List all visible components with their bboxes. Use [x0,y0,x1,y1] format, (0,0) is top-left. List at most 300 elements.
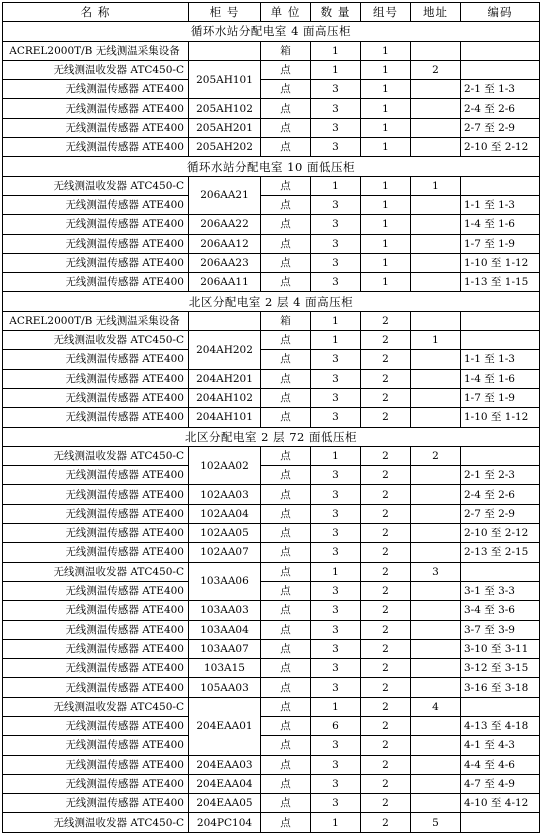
cell-address [411,195,461,214]
cell-quantity: 3 [311,118,361,137]
cell-unit: 点 [261,118,311,137]
cell-name: 无线测温传感器 ATE400 [3,388,189,407]
cell-quantity: 3 [311,485,361,504]
cell-name: 无线测温传感器 ATE400 [3,620,189,639]
cell-address [411,41,461,60]
cell-group: 2 [361,543,411,562]
cell-unit: 点 [261,350,311,369]
table-row [3,80,540,99]
cell-address [411,659,461,678]
cell-unit: 点 [261,80,311,99]
cell-unit: 点 [261,639,311,658]
cell-quantity: 3 [311,678,361,697]
table-row [3,601,540,620]
cell-name: 无线测温传感器 ATE400 [3,601,189,620]
cell-name: 无线测温收发器 ATC450-C [3,60,189,79]
cell-group: 2 [361,774,411,793]
cell-quantity: 6 [311,716,361,735]
header-address: 地址 [411,3,461,22]
cell-quantity: 3 [311,253,361,272]
table-row [3,331,540,350]
cell-name: 无线测温传感器 ATE400 [3,80,189,99]
cell-code [461,697,540,716]
cell-quantity: 3 [311,466,361,485]
cell-group: 1 [361,273,411,292]
cell-code: 2-10 至 2-12 [461,138,540,157]
table-row [3,195,540,214]
cell-address [411,755,461,774]
cell-name: 无线测温收发器 ATC450-C [3,446,189,465]
cell-address: 1 [411,176,461,195]
cell-unit: 点 [261,659,311,678]
cell-name: 无线测温传感器 ATE400 [3,659,189,678]
cell-address [411,485,461,504]
cell-quantity: 1 [311,813,361,832]
cell-unit: 点 [261,446,311,465]
cell-unit: 点 [261,253,311,272]
section-title: 北区分配电室 2 层 4 面高压柜 [3,292,540,311]
table-row [3,562,540,581]
cell-group: 1 [361,176,411,195]
cell-unit: 点 [261,524,311,543]
cell-cabinet: 205AH202 [189,138,261,157]
cell-address [411,716,461,735]
cell-name: 无线测温传感器 ATE400 [3,138,189,157]
equipment-table [2,2,540,833]
cell-cabinet: 204AH201 [189,369,261,388]
table-row [3,813,540,832]
cell-group: 1 [361,234,411,253]
cell-address [411,774,461,793]
table-row [3,311,540,330]
cell-cabinet: 103AA06 [189,562,261,601]
cell-name: 无线测温传感器 ATE400 [3,485,189,504]
cell-unit: 点 [261,99,311,118]
section-header-row [3,157,540,176]
table-row [3,118,540,137]
cell-group: 1 [361,118,411,137]
cell-quantity: 1 [311,446,361,465]
cell-code: 4-13 至 4-18 [461,716,540,735]
table-row [3,581,540,600]
cell-quantity: 3 [311,234,361,253]
cell-address [411,138,461,157]
cell-unit: 点 [261,755,311,774]
cell-name: 无线测温传感器 ATE400 [3,736,189,755]
table-row [3,639,540,658]
header-row [3,3,540,22]
cell-address: 4 [411,697,461,716]
cell-group: 1 [361,138,411,157]
cell-cabinet: 102AA04 [189,504,261,523]
cell-quantity: 3 [311,581,361,600]
cell-code: 3-10 至 3-11 [461,639,540,658]
cell-unit: 点 [261,774,311,793]
cell-cabinet [189,311,261,330]
cell-address [411,543,461,562]
cell-code: 1-7 至 1-9 [461,234,540,253]
table-row [3,369,540,388]
table-row [3,466,540,485]
cell-unit: 点 [261,736,311,755]
cell-cabinet: 204EAA01 [189,697,261,755]
cell-unit: 点 [261,408,311,427]
table-row [3,543,540,562]
cell-group: 2 [361,466,411,485]
cell-group: 2 [361,504,411,523]
section-title: 循环水站分配电室 10 面低压柜 [3,157,540,176]
cell-quantity: 1 [311,60,361,79]
header-quantity: 数 量 [311,3,361,22]
cell-quantity: 1 [311,176,361,195]
cell-group: 2 [361,813,411,832]
cell-code: 2-7 至 2-9 [461,504,540,523]
cell-group: 1 [361,80,411,99]
cell-cabinet: 102AA07 [189,543,261,562]
cell-quantity: 3 [311,99,361,118]
cell-unit: 箱 [261,41,311,60]
cell-group: 1 [361,99,411,118]
cell-address [411,311,461,330]
cell-group: 2 [361,697,411,716]
cell-code [461,41,540,60]
table-row [3,716,540,735]
cell-address [411,524,461,543]
section-title: 北区分配电室 2 层 72 面低压柜 [3,427,540,446]
cell-cabinet: 103AA03 [189,601,261,620]
cell-address [411,80,461,99]
cell-code [461,176,540,195]
cell-address [411,388,461,407]
cell-unit: 点 [261,331,311,350]
cell-cabinet: 102AA05 [189,524,261,543]
table-row [3,524,540,543]
cell-address [411,581,461,600]
cell-group: 2 [361,581,411,600]
cell-code: 1-10 至 1-12 [461,408,540,427]
cell-name: 无线测温传感器 ATE400 [3,678,189,697]
cell-address [411,234,461,253]
cell-name: 无线测温收发器 ATC450-C [3,813,189,832]
cell-group: 1 [361,60,411,79]
cell-cabinet: 204AH102 [189,388,261,407]
cell-cabinet: 204PC104 [189,813,261,832]
cell-group: 2 [361,524,411,543]
cell-name: 无线测温收发器 ATC450-C [3,176,189,195]
cell-code: 1-4 至 1-6 [461,369,540,388]
cell-cabinet: 204EAA04 [189,774,261,793]
cell-group: 2 [361,601,411,620]
table-row [3,408,540,427]
cell-quantity: 1 [311,697,361,716]
cell-name: 无线测温传感器 ATE400 [3,118,189,137]
cell-address [411,350,461,369]
table-row [3,234,540,253]
cell-unit: 点 [261,562,311,581]
cell-quantity: 3 [311,273,361,292]
cell-group: 1 [361,253,411,272]
cell-name: 无线测温传感器 ATE400 [3,253,189,272]
cell-cabinet: 102AA02 [189,446,261,485]
cell-group: 2 [361,408,411,427]
table-row [3,678,540,697]
cell-unit: 点 [261,813,311,832]
cell-quantity: 1 [311,331,361,350]
cell-quantity: 3 [311,369,361,388]
cell-unit: 点 [261,697,311,716]
cell-quantity: 3 [311,601,361,620]
cell-address: 5 [411,813,461,832]
cell-code: 2-4 至 2-6 [461,99,540,118]
cell-cabinet: 204AH202 [189,331,261,370]
cell-code: 4-7 至 4-9 [461,774,540,793]
table-row [3,504,540,523]
cell-unit: 点 [261,466,311,485]
cell-cabinet: 204AH101 [189,408,261,427]
cell-cabinet: 102AA03 [189,485,261,504]
cell-unit: 点 [261,195,311,214]
table-row [3,755,540,774]
table-row [3,60,540,79]
cell-name: 无线测温收发器 ATC450-C [3,331,189,350]
cell-cabinet: 205AH102 [189,99,261,118]
table-row [3,446,540,465]
cell-group: 1 [361,41,411,60]
cell-quantity: 3 [311,794,361,813]
table-row [3,350,540,369]
table-row [3,99,540,118]
cell-address [411,253,461,272]
cell-quantity: 3 [311,639,361,658]
cell-address [411,601,461,620]
cell-address [411,620,461,639]
cell-cabinet: 103AA04 [189,620,261,639]
table-body [3,22,540,832]
cell-address [411,408,461,427]
cell-quantity: 3 [311,620,361,639]
cell-cabinet [189,41,261,60]
section-header-row [3,292,540,311]
cell-name: 无线测温传感器 ATE400 [3,99,189,118]
cell-code: 1-13 至 1-15 [461,273,540,292]
cell-unit: 点 [261,273,311,292]
cell-group: 2 [361,716,411,735]
cell-name: 无线测温传感器 ATE400 [3,350,189,369]
cell-code: 2-10 至 2-12 [461,524,540,543]
cell-code: 4-10 至 4-12 [461,794,540,813]
cell-group: 2 [361,659,411,678]
cell-unit: 点 [261,138,311,157]
table-row [3,273,540,292]
cell-code: 3-1 至 3-3 [461,581,540,600]
cell-unit: 点 [261,601,311,620]
cell-quantity: 3 [311,215,361,234]
cell-unit: 点 [261,716,311,735]
cell-name: 无线测温传感器 ATE400 [3,195,189,214]
cell-code: 4-1 至 4-3 [461,736,540,755]
cell-address [411,118,461,137]
cell-group: 2 [361,639,411,658]
cell-address [411,504,461,523]
cell-unit: 箱 [261,311,311,330]
cell-group: 1 [361,195,411,214]
section-header-row [3,427,540,446]
cell-code: 2-1 至 1-3 [461,80,540,99]
table-row [3,41,540,60]
cell-group: 2 [361,562,411,581]
cell-group: 2 [361,369,411,388]
cell-cabinet: 204EAA03 [189,755,261,774]
cell-unit: 点 [261,388,311,407]
table-row [3,697,540,716]
cell-quantity: 1 [311,41,361,60]
cell-cabinet: 205AH201 [189,118,261,137]
cell-address: 3 [411,562,461,581]
cell-unit: 点 [261,504,311,523]
cell-quantity: 3 [311,408,361,427]
section-header-row [3,22,540,41]
cell-name: 无线测温传感器 ATE400 [3,543,189,562]
cell-name: 无线测温传感器 ATE400 [3,234,189,253]
cell-unit: 点 [261,234,311,253]
cell-quantity: 3 [311,388,361,407]
cell-name: 无线测温收发器 ATC450-C [3,697,189,716]
table-row [3,659,540,678]
table-row [3,794,540,813]
cell-group: 2 [361,794,411,813]
header-cabinet: 柜 号 [189,3,261,22]
cell-code: 1-10 至 1-12 [461,253,540,272]
cell-cabinet: 206AA21 [189,176,261,215]
section-title: 循环水站分配电室 4 面高压柜 [3,22,540,41]
cell-cabinet: 103A15 [189,659,261,678]
cell-quantity: 1 [311,562,361,581]
cell-code: 2-1 至 2-3 [461,466,540,485]
cell-name: 无线测温传感器 ATE400 [3,466,189,485]
cell-quantity: 3 [311,524,361,543]
cell-group: 2 [361,678,411,697]
cell-name: 无线测温传感器 ATE400 [3,716,189,735]
cell-quantity: 3 [311,138,361,157]
cell-name: 无线测温传感器 ATE400 [3,755,189,774]
cell-address [411,369,461,388]
cell-address [411,99,461,118]
cell-group: 2 [361,350,411,369]
cell-unit: 点 [261,543,311,562]
cell-address [411,736,461,755]
cell-name: 无线测温传感器 ATE400 [3,369,189,388]
cell-address [411,273,461,292]
cell-name: 无线测温传感器 ATE400 [3,273,189,292]
cell-name: 无线测温传感器 ATE400 [3,774,189,793]
cell-code [461,446,540,465]
cell-code: 2-7 至 2-9 [461,118,540,137]
cell-unit: 点 [261,581,311,600]
cell-quantity: 3 [311,736,361,755]
table-row [3,176,540,195]
cell-quantity: 3 [311,504,361,523]
cell-quantity: 3 [311,195,361,214]
cell-name: 无线测温传感器 ATE400 [3,408,189,427]
cell-group: 2 [361,388,411,407]
cell-address [411,466,461,485]
cell-address [411,678,461,697]
cell-name: 无线测温收发器 ATC450-C [3,562,189,581]
cell-cabinet: 206AA23 [189,253,261,272]
cell-code: 1-4 至 1-6 [461,215,540,234]
cell-group: 2 [361,311,411,330]
cell-cabinet: 206AA11 [189,273,261,292]
cell-address [411,639,461,658]
cell-cabinet: 206AA22 [189,215,261,234]
cell-name: 无线测温传感器 ATE400 [3,794,189,813]
cell-address [411,215,461,234]
cell-address: 2 [411,446,461,465]
cell-code [461,562,540,581]
cell-name: 无线测温传感器 ATE400 [3,215,189,234]
header-code: 编码 [461,3,540,22]
cell-code [461,813,540,832]
cell-unit: 点 [261,485,311,504]
cell-quantity: 3 [311,350,361,369]
cell-code [461,311,540,330]
cell-code: 1-7 至 1-9 [461,388,540,407]
cell-address: 2 [411,60,461,79]
cell-name: 无线测温传感器 ATE400 [3,581,189,600]
cell-code: 1-1 至 1-3 [461,350,540,369]
table-row [3,620,540,639]
cell-name: ACREL2000T/B 无线测温采集设备 [3,311,189,330]
header-group: 组号 [361,3,411,22]
table-row [3,138,540,157]
table-row [3,736,540,755]
table-row [3,774,540,793]
table-row [3,388,540,407]
header-name: 名 称 [3,3,189,22]
cell-address: 1 [411,331,461,350]
cell-group: 1 [361,215,411,234]
cell-code: 4-4 至 4-6 [461,755,540,774]
cell-code: 3-4 至 3-6 [461,601,540,620]
cell-quantity: 3 [311,80,361,99]
cell-unit: 点 [261,794,311,813]
cell-cabinet: 103AA07 [189,639,261,658]
header-unit: 单 位 [261,3,311,22]
table-row [3,215,540,234]
cell-group: 2 [361,736,411,755]
table-row [3,485,540,504]
cell-quantity: 3 [311,755,361,774]
cell-code: 3-7 至 3-9 [461,620,540,639]
cell-code: 2-4 至 2-6 [461,485,540,504]
cell-code: 3-16 至 3-18 [461,678,540,697]
cell-unit: 点 [261,678,311,697]
cell-code [461,60,540,79]
cell-unit: 点 [261,215,311,234]
cell-name: 无线测温传感器 ATE400 [3,639,189,658]
cell-unit: 点 [261,620,311,639]
cell-unit: 点 [261,176,311,195]
cell-cabinet: 204EAA05 [189,794,261,813]
table-row [3,253,540,272]
cell-group: 2 [361,331,411,350]
cell-quantity: 1 [311,311,361,330]
cell-group: 2 [361,485,411,504]
cell-code: 3-12 至 3-15 [461,659,540,678]
cell-code: 2-13 至 2-15 [461,543,540,562]
cell-code: 1-1 至 1-3 [461,195,540,214]
cell-unit: 点 [261,60,311,79]
